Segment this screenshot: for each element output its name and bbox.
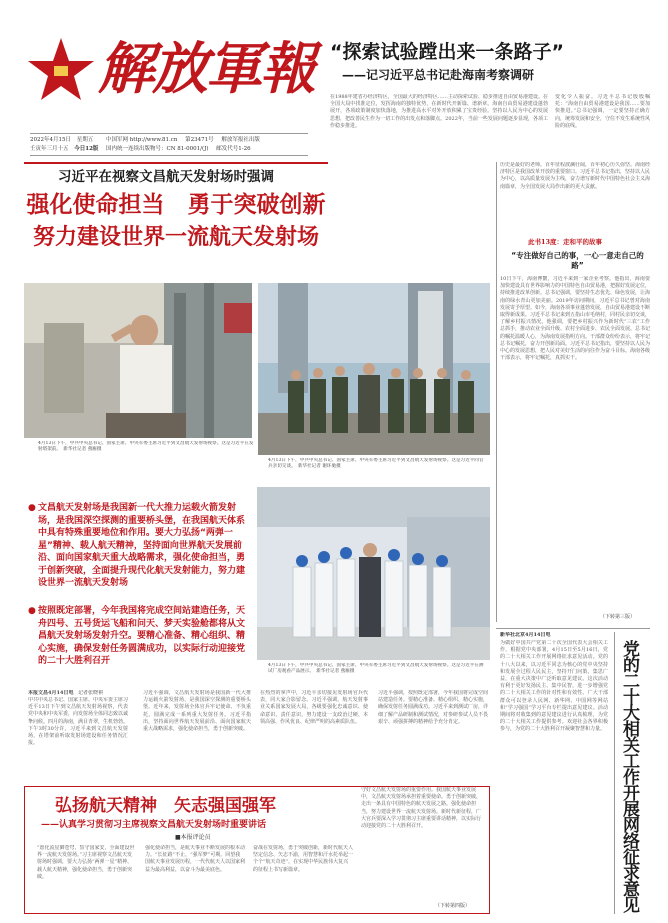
top-headline[interactable]: “探索试验蹚出来一条路子”: [330, 41, 564, 63]
top-subheadline: ——记习近平总书记赴海南考察调研: [342, 68, 535, 82]
issue-number: 第23471号: [185, 137, 214, 143]
masthead: [24, 28, 314, 128]
photo-xi-at-tower-image: [24, 283, 252, 438]
lunar-date: 壬寅年三月十五: [30, 146, 69, 152]
photo-caption-1: 4月13日下午，中共中央总书记、国家主席、中央军委主席习近平到文昌航天发射场视察。这是习近平在发射塔架前。 新华社记者 燕雁摄: [38, 441, 254, 452]
photo-caption-3: 4月13日下午，中共中央总书记、国家主席、中央军委主席习近平到文昌航天发射场视察。这是习近平在测试厂房观看产品展示。 新华社记者 燕雁摄: [268, 663, 484, 674]
publisher: 解放军报社出版: [221, 137, 260, 143]
weekday: 星期五: [76, 137, 94, 143]
lead-bullet-2: [28, 605, 246, 680]
lead-kicker: 习近平在视察文昌航天发射场时强调: [58, 169, 274, 185]
photo-xi-with-soldiers[interactable]: [258, 283, 490, 455]
cn-code: 国内统一连续出版物号：CN 81-0001/(J): [106, 146, 209, 152]
sidebar-story: 历史是最好的老师。百年征程波澜壮阔，百年初心历久弥坚。海南经济特区是我国改革开放的重要窗口。习近平总书记指出，坚持以人民为中心，以高质量发展为主线，奋力谱写新时代中国特色社会主义海南篇章，为全国发展大局作出新的更大贡献。 此书13度：走和平的故事 “专注做好自己的事，一心一意走自己的路” 10日下午，海南博鳌，习近平来到一家企业考察。他指出，海南要加快建设具有世界影响力的中国特色自由贸易港，把握好发展定位，持续推进改革创新。总书记强调，要坚持生态优先、绿色发展，让海南的绿水青山更加美丽。2019年访问期间，习近平总书记曾对海南发展寄予厚望。如今，海南各项事业蓬勃发展，自由贸易港建设不断取得新成果。习近平总书记来到五指山市毛纳村，同村民亲切交谈，了解乡村振兴情况。他强调，要把乡村振兴作为新时代“三农”工作总抓手，推动农业全面升级、农村全面进步、农民全面发展。总书记的嘱托温暖人心，为海南发展指明方向。干部群众纷纷表示，将牢记总书记嘱托，奋力开创新局面。习近平总书记指出，要坚持以人民为中心的发展思想，把人民对美好生活的向往作为奋斗目标。海南各级干部表示，将牢记嘱托，真抓实干。 （下转第三版）: [500, 162, 650, 620]
vertical-headline-text: 党的二十大相关工作开展网络征求意见: [623, 640, 640, 916]
photo-xi-in-test-hall-image: [257, 487, 490, 660]
lead-dateline: 本报文昌4月14日电: [28, 690, 74, 696]
bullet-dot-2: ●: [28, 606, 36, 616]
commentary-col-3: 奋战在发射场，勇于突破创新，新时代航天人坚定信念、矢志不渝，用智慧和汗水托举起一个个“航天奇迹”，在实现中华民族伟大复兴的征程上书写新篇章。: [253, 845, 353, 873]
photo-caption-2: 4月13日下午，中共中央总书记、国家主席、中央军委主席习近平到文昌航天发射场视察。这是习近平同官兵亲切交谈。 新华社记者 谢环驰摄: [268, 458, 484, 469]
lead-headline-2[interactable]: 努力建设世界一流航天发射场: [32, 225, 319, 250]
lead-reporter: 记者张晓祺: [78, 690, 104, 696]
sidebar-section-title: 此书13度：走和平的故事: [528, 238, 603, 246]
issue-date: 2022年4月15日: [30, 137, 71, 143]
photo-xi-with-soldiers-image: [258, 283, 490, 455]
commentary-box: [24, 786, 490, 914]
commentary-byline: ■本报评论员: [175, 834, 211, 841]
red-star-logo: [26, 36, 96, 104]
photo-xi-at-tower[interactable]: [24, 283, 252, 438]
sidebar-continued[interactable]: （下转第三版）: [600, 614, 636, 620]
newspaper-title: 解放軍報: [98, 36, 314, 102]
lead-bullet-1: [28, 502, 246, 602]
lead-bullet-2-text: 按照既定部署，今年我国将完成空间站建造任务，天舟四号、五号货运飞船和问天、梦天实验舱都将从文昌航天发射场发射升空。要精心准备、精心组织、精心实施，确保发射任务圆满成功，以实际行动迎接党的二十大胜利召开: [38, 606, 246, 666]
website-link[interactable]: 中国军网 http://www.81.cn: [106, 137, 178, 143]
lead-body-text: 本报文昌4月14日电 记者张晓祺 中共中央总书记、国家主席、中央军委主席习近平13日下午到文昌航天发射场视察，代表党中央和中央军委，向发射场全体同志致以诚挚问候。四月的海南，满目青翠，生机勃勃。下午3时30分许，习近平来到文昌航天发射场，在塔架前听取发射场建设和任务情况汇报。 习近平强调，文昌航天发射场是我国新一代大推力运载火箭发射场，是我国深空探测的重要桥头堡。近年来，发射场全体官兵牢记使命、不负重托，圆满完成一系列重大发射任务。习近平指出，坚持面向世界航天发展前沿、面向国家航天重大战略需求，强化使命担当，勇于创新突破。 在热烈的掌声中，习近平亲切接见发射场官兵代表，同大家合影留念。习近平强调，航天发射事业关系国家发展大局，各级要强化忠诚意识、使命意识、责任意识，努力建设一支政治过硬、本领高强、作风优良、纪律严明的高素质队伍。 习近平强调，按照既定部署，今年我国将完成空间站建造任务。要精心准备、精心组织、精心实施，确保发射任务圆满成功。习近平来到测试厂房，详细了解产品研制和测试情况，对参研参试人员不畏艰辛、顽强拼搏的精神给予充分肯定。: [28, 690, 488, 747]
commentary-subtitle: ——认真学习贯彻习主席视察文昌航天发射场时重要讲话: [41, 820, 267, 830]
top-story-body-2: 变化令人振奋。习近平总书记殷殷嘱托：“海南自由贸易港建设是我国……要加快推进。”总书记强调，一定要坚持正确方向，统筹发展和安全，守住不发生系统性风险的底线。: [555, 94, 650, 129]
bullet-dot-1: ●: [28, 503, 36, 513]
commentary-continued[interactable]: （下转第四版）: [435, 903, 471, 909]
top-story-body: 在1988年建省办经济特区，全国最大的经济特区……主动探索试验、稳步推进自由贸易港建设。在全国大局中找准定位，发挥海南的独特优势，在新时代开新篇、谱新章。海南自由贸易港建设蓬勃展开，各项政策制度加快落地，为推进高水平对外开放积累了宝贵经验。坚持以人民为中心的发展思想，把改善民生作为一切工作的出发点和落脚点。2022年，当前一些发展问题逐步显现，各项工作稳步推进。: [330, 94, 548, 129]
lead-headline-1[interactable]: 强化使命担当 勇于突破创新: [26, 192, 326, 218]
lead-bullet-1-text: 文昌航天发射场是我国新一代大推力运载火箭发射场，是我国深空探测的重要桥头堡，在我国航天体系中具有特殊重要地位和作用。要大力弘扬“两弹一星”精神、载人航天精神，坚持面向世界航天发展前沿、面向国家航天重大战略需求，强化使命担当，勇于创新突破，全面提升现代化航天发射能力，努力建设世界一流航天发射场: [38, 503, 246, 588]
commentary-col-1: “愿化流星御苍穹，誓守国家安，全面建设世界一流航天发射场。”习主席视察文昌航天发射场时强调，要大力弘扬“两弹一星”精神、载人航天精神，强化使命担当，勇于创新突破。: [37, 845, 135, 880]
commentary-title[interactable]: 弘扬航天精神 矢志强国强军: [55, 796, 276, 816]
commentary-col-2: 强化使命担当，是航天事业不断发展的根本动力。“长征路”不止，“强军梦”可期。回望我国航天事业发展历程，一代代航天人以国家利益为最高利益，以奋斗为最美底色。: [145, 845, 245, 873]
photo-xi-in-test-hall[interactable]: [257, 487, 490, 660]
postal-code: 邮发代号1-26: [216, 146, 251, 152]
vertical-headline[interactable]: [614, 632, 650, 914]
bottom-right-dateline: 新华社北京4月14日电: [500, 632, 551, 638]
sidebar-quote-title[interactable]: “专注做好自己的事，一心一意走自己的路”: [511, 251, 644, 270]
bottom-right-news: 新华社北京4月14日电 为做好中国共产党第二十次全国代表大会相关工作，根据党中央部署，4月15日至5月16日，党的二十大相关工作开展网络征求意见活动。党的十八大以来，以习近平同志为核心的党中央坚持和发展全过程人民民主，坚持开门问策、集思广益，在重大决策中广泛听取意见建议。这次活动有利于更好发扬民主、集中民智，进一步增强党的二十大相关工作的针对性和有效性。广大干部群众可以登录人民网、新华网、中国网等网站和“学习强国”学习平台专栏提出意见建议。活动期间将对收集到的意见建议进行认真梳理，为党的二十大相关工作提供参考。欢迎社会各界积极参与，为党的二十大胜利召开凝聚智慧和力量。: [500, 632, 608, 733]
commentary-col-4: 守好文昌航天发射场的重要作用。我国航天事业发展中，文昌航天发射场承担着重要使命。勇于创新突破，走出一条具有中国特色的航天发展之路。强化使命担当，努力建设世界一流航天发射场。新时代新征程，广大官兵要深入学习贯彻习主席重要讲话精神，以实际行动迎接党的二十大胜利召开。: [361, 787, 482, 830]
page-count: 今日12版: [74, 146, 99, 152]
